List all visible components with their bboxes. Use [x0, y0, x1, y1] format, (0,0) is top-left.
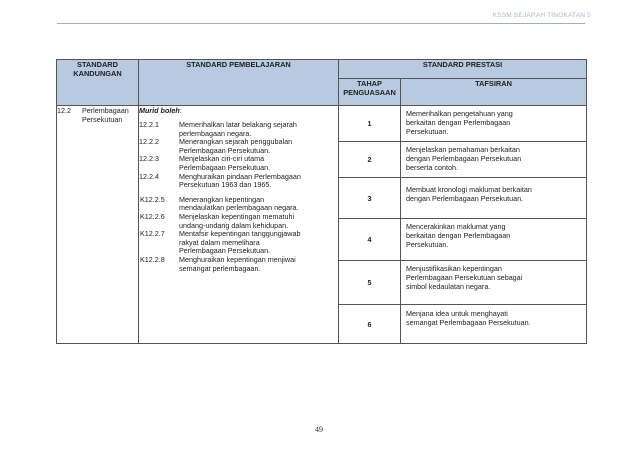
standards-table [56, 59, 587, 344]
list-item: K12.2.7 Mentafsir kepentingan tanggungjawab rakyat dalam memelihara Perlembagaan Persekutuan. [140, 229, 301, 256]
list-item: K12.2.6 Menjelaskan kepentingan mematuhi undang-undang dalam kehidupan. [140, 211, 295, 230]
header-standard-kandungan: STANDARD KANDUNGAN [57, 60, 139, 106]
tahap-cell: 2 [339, 142, 401, 178]
tafsiran-cell: Memerihalkan pengetahuan yang berkaitan dengan Perlembagaan Persekutuan. [401, 106, 587, 142]
tahap-cell: 4 [339, 219, 401, 261]
header-rule [57, 23, 585, 24]
header-standard-pembelajaran: STANDARD PEMBELAJARAN [139, 60, 339, 106]
pembelajaran-group-2 [139, 196, 338, 273]
header-standard-prestasi: STANDARD PRESTASI [339, 60, 587, 79]
list-item: 12.2.4 Menghuraikan pindaan Perlembagaan Persekutuan 1963 dan 1965. [139, 171, 301, 190]
running-head: KSSM SEJARAH TINGKATAN 5 [492, 12, 591, 19]
header-tafsiran: TAFSIRAN [401, 79, 587, 106]
tafsiran-cell: Membuat kronologi maklumat berkaitan dengan Perlembagaan Persekutuan. [401, 178, 587, 219]
standard-kandungan-cell [57, 106, 139, 344]
list-item: 12.2.2 Menerangkan sejarah penggubalan Perlembagaan Persekutuan. [139, 137, 293, 155]
list-item: 12.2.1 Memerihalkan latar belakang sejarah perlembagaan negara. [139, 120, 297, 138]
tahap-cell: 3 [339, 178, 401, 219]
tafsiran-cell: Menjana idea untuk menghayati semangat Perlembagaan Persekutuan. [401, 305, 587, 344]
list-item: 12.2.3 Menjelaskan ciri-ciri utama Perlembagaan Persekutuan. [139, 154, 271, 172]
page-number: 49 [315, 425, 323, 434]
pembelajaran-group-1 [139, 121, 338, 190]
tahap-cell: 6 [339, 305, 401, 344]
tafsiran-cell: Menjustifikasikan kepentingan Perlembagaan Persekutuan sebagai simbol kedaulatan negara. [401, 261, 587, 305]
tahap-cell: 1 [339, 106, 401, 142]
tafsiran-cell: Mencerakinkan maklumat yang berkaitan dengan Perlembagaan Persekutuan. [401, 219, 587, 261]
header-tahap-penguasaan: TAHAP PENGUASAAN [339, 79, 401, 106]
tahap-cell: 5 [339, 261, 401, 305]
murid-boleh-label: Murid boleh: [139, 106, 182, 115]
list-item: K12.2.8 Menghuraikan kepentingan menjiwai semangat perlembagaan. [140, 254, 296, 273]
tafsiran-cell: Menjelaskan pemahaman berkaitan dengan Perlembagaan Persekutuan berserta contoh. [401, 142, 587, 178]
kandungan-title: Perlembagaan Persekutuan [82, 106, 129, 124]
standard-pembelajaran-cell [139, 106, 339, 344]
list-item: K12.2.5 Menerangkan kepentingan mendaulatkan perlembagaan negara. [140, 194, 299, 213]
kandungan-number: 12.2 [57, 106, 71, 115]
